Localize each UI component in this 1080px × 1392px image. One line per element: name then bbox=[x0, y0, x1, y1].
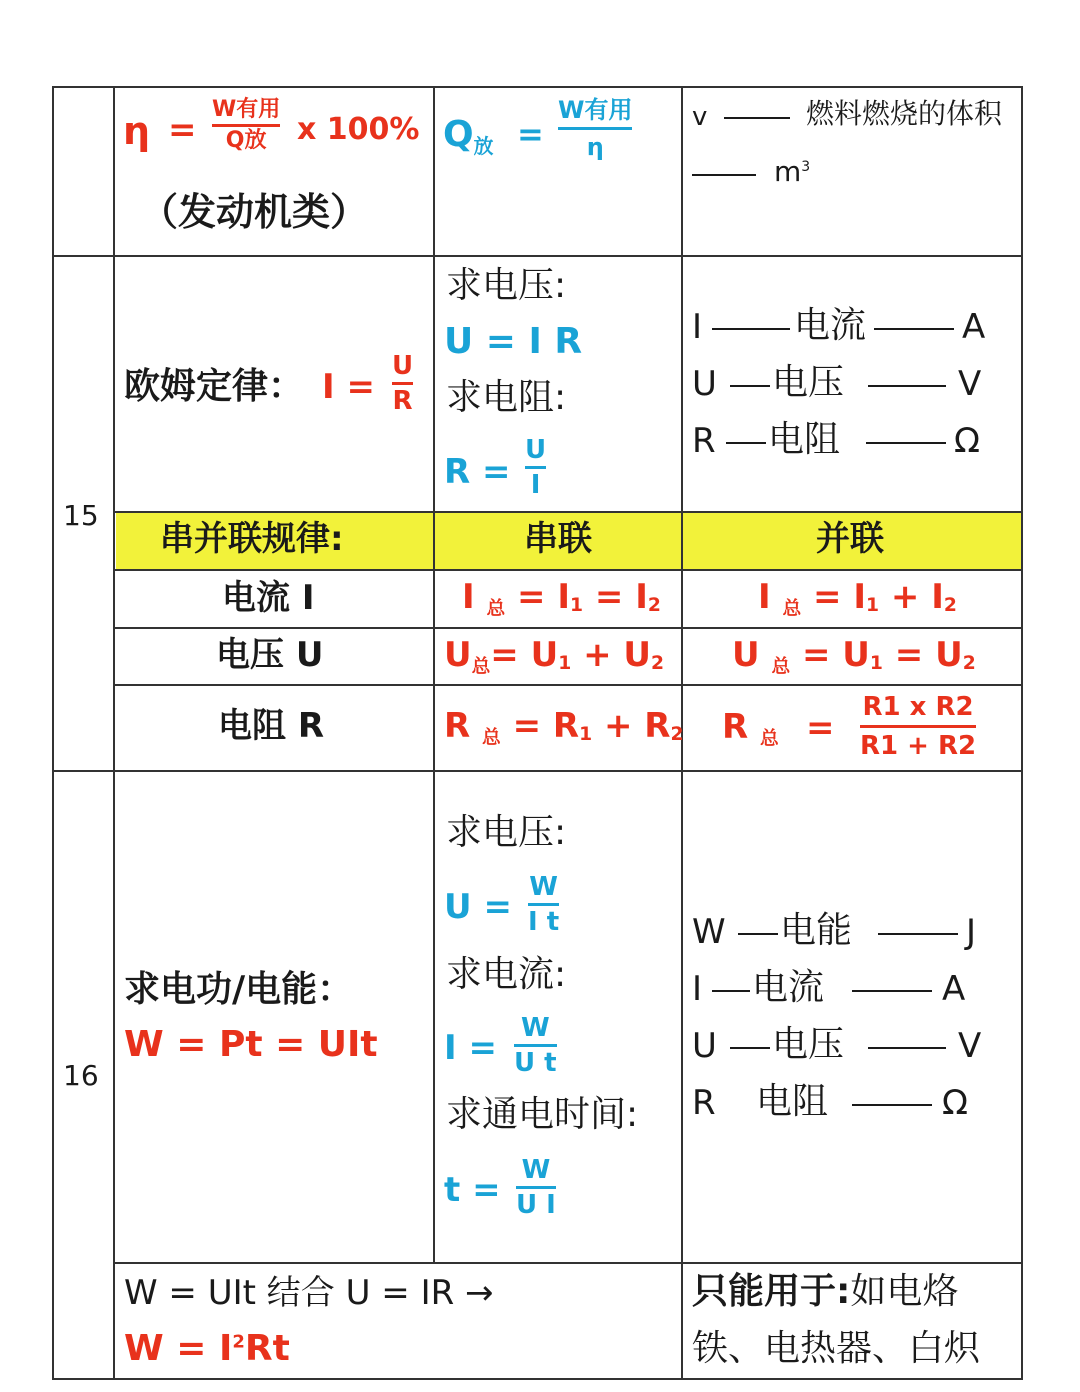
unit-dash bbox=[866, 442, 946, 444]
unit-dash bbox=[868, 1047, 946, 1049]
fraction-bar bbox=[514, 1044, 557, 1047]
voltage-denominator-16: I t bbox=[528, 907, 560, 937]
unit-sym-voltage: U bbox=[692, 364, 717, 404]
unit-name-voltage: 电压 bbox=[772, 362, 845, 403]
unit-dash bbox=[738, 933, 778, 935]
combine-text: W = UIt 结合 U = IR → bbox=[124, 1273, 494, 1313]
ohm-denominator: R bbox=[392, 386, 413, 416]
fraction-bar bbox=[528, 903, 559, 906]
voltage-numerator-16: W bbox=[529, 872, 558, 902]
unit-name-current-16: 电流 bbox=[752, 967, 825, 1008]
row-divider-15-16 bbox=[52, 770, 1023, 772]
usage-line-2: 铁、电热器、白炽 bbox=[692, 1328, 981, 1369]
parallel-resistance-numerator: R1 x R2 bbox=[862, 692, 974, 722]
parallel-resistance-denominator: R1 + R2 bbox=[860, 731, 977, 761]
parallel-voltage-formula: U 总 = $U_1 = U_2$ bbox=[732, 635, 976, 678]
fraction-bar bbox=[558, 127, 632, 130]
series-current-formula: I 总 = $I_1 = I_2$ bbox=[462, 577, 661, 620]
current-denominator-16: U t bbox=[514, 1048, 557, 1078]
unit-dash bbox=[878, 933, 958, 935]
col-divider-number bbox=[113, 86, 115, 1380]
efficiency-eta: η bbox=[123, 109, 151, 153]
usage-line-1: 只能用于:如电烙 bbox=[692, 1271, 959, 1312]
find-voltage-label: 求电压: bbox=[446, 265, 567, 306]
unit-current-16: A bbox=[942, 969, 966, 1009]
unit-v-symbol: v bbox=[692, 102, 708, 132]
unit-v-label: 燃料燃烧的体积 bbox=[806, 97, 1003, 130]
row-divider-14-15 bbox=[52, 255, 1023, 257]
unit-current: A bbox=[962, 307, 986, 347]
unit-dash bbox=[852, 1104, 932, 1106]
heat-q-symbol: Q放 bbox=[443, 114, 494, 158]
table-border-right bbox=[1021, 86, 1023, 1380]
find-current-label-16: 求电流: bbox=[446, 954, 567, 995]
ohm-law-label: 欧姆定律： bbox=[124, 366, 305, 407]
series-header: 串联 bbox=[524, 519, 592, 559]
table-border-top bbox=[52, 86, 1023, 88]
efficiency-percent: x 100% bbox=[297, 112, 420, 147]
work-label: 求电功/电能： bbox=[124, 969, 354, 1010]
unit-voltage: V bbox=[958, 364, 982, 404]
find-voltage-label-16: 求电压: bbox=[446, 812, 567, 853]
unit-energy: J bbox=[966, 912, 977, 952]
unit-dash bbox=[874, 328, 954, 330]
unit-m-cubed: $m^3$ bbox=[774, 155, 811, 188]
heat-fraction bbox=[558, 98, 632, 159]
fraction-bar bbox=[860, 725, 976, 728]
unit-name-resistance: 电阻 bbox=[768, 419, 841, 460]
ohm-law-lhs: I = bbox=[322, 367, 375, 407]
parallel-current-formula: I 总 = $I_1 + I_2$ bbox=[758, 577, 957, 620]
unit-sym-voltage-16: U bbox=[692, 1026, 717, 1066]
unit-voltage-16: V bbox=[958, 1026, 982, 1066]
table-border-bottom bbox=[52, 1378, 1023, 1380]
fraction-bar bbox=[516, 1186, 556, 1189]
efficiency-equals: = bbox=[168, 110, 197, 150]
resistance-fraction bbox=[525, 437, 546, 498]
unit-sym-resistance-16: R bbox=[692, 1083, 716, 1123]
unit-resistance-16: Ω bbox=[942, 1083, 968, 1123]
current-lhs-16: I = bbox=[444, 1028, 497, 1068]
table-border-left bbox=[52, 86, 54, 1380]
unit-name-current: 电流 bbox=[794, 305, 867, 346]
find-resistance-label: 求电阻: bbox=[446, 377, 567, 418]
find-time-label-16: 求通电时间: bbox=[446, 1094, 639, 1135]
efficiency-numerator: W有用 bbox=[212, 97, 281, 122]
voltage-fraction-16 bbox=[528, 874, 559, 935]
unit-dash bbox=[852, 990, 932, 992]
resistance-lhs: R = bbox=[444, 452, 511, 492]
unit-sym-current-16: I bbox=[692, 969, 703, 1009]
parallel-header: 并联 bbox=[816, 519, 884, 559]
row-divider-header bbox=[113, 569, 1023, 571]
unit-dash bbox=[730, 1047, 770, 1049]
ohm-law-fraction bbox=[392, 353, 413, 414]
time-fraction-16 bbox=[516, 1157, 556, 1218]
row-divider-current bbox=[113, 627, 1023, 629]
current-fraction-16 bbox=[514, 1015, 557, 1076]
unit-name-resistance-16: 电阻 bbox=[756, 1081, 829, 1122]
unit-dash bbox=[726, 442, 766, 444]
series-parallel-header: 串并联规律: bbox=[160, 519, 344, 559]
resistance-numerator: U bbox=[525, 435, 547, 465]
parallel-resistance-equals: = bbox=[806, 708, 835, 748]
unit-dash bbox=[712, 990, 750, 992]
row-number-16: 16 bbox=[63, 1059, 99, 1092]
unit-sym-current: I bbox=[692, 307, 703, 347]
unit-dash bbox=[712, 328, 790, 330]
parallel-resistance-fraction bbox=[860, 694, 976, 759]
unit-sym-energy: W bbox=[692, 912, 726, 952]
efficiency-fraction bbox=[212, 99, 280, 152]
ohm-numerator: U bbox=[392, 351, 414, 381]
unit-dash bbox=[724, 117, 790, 119]
resistance-row-label: 电阻 R bbox=[218, 706, 325, 746]
time-numerator-16: W bbox=[521, 1155, 551, 1185]
row-divider-ohm bbox=[113, 511, 1023, 513]
unit-name-voltage-16: 电压 bbox=[772, 1024, 845, 1065]
unit-sym-resistance: R bbox=[692, 421, 716, 461]
unit-dash bbox=[730, 385, 770, 387]
unit-dash bbox=[868, 385, 946, 387]
work-formula: W = Pt = UIt bbox=[124, 1024, 378, 1065]
series-voltage-formula: U总= $U_1 + U_2$ bbox=[444, 635, 665, 678]
voltage-formula: U = I R bbox=[444, 321, 583, 362]
efficiency-note: （发动机类） bbox=[140, 190, 369, 234]
row-divider-combine bbox=[113, 1262, 1023, 1264]
time-lhs-16: t = bbox=[444, 1170, 501, 1210]
combine-result: $W = I^2Rt$ bbox=[124, 1328, 290, 1369]
heat-denominator: η bbox=[586, 133, 604, 161]
current-row-label: 电流 I bbox=[222, 578, 315, 618]
time-denominator-16: U I bbox=[516, 1190, 556, 1220]
resistance-denominator: I bbox=[530, 470, 541, 500]
parallel-resistance-lhs: R 总 bbox=[722, 707, 779, 750]
fraction-bar bbox=[212, 124, 280, 127]
unit-dash bbox=[692, 174, 756, 176]
voltage-lhs-16: U = bbox=[444, 887, 512, 927]
series-resistance-formula: R 总 = $R_1 + R_2$ bbox=[444, 706, 684, 749]
row-divider-voltage bbox=[113, 684, 1023, 686]
fraction-bar bbox=[392, 382, 413, 385]
heat-numerator: W有用 bbox=[558, 96, 633, 124]
voltage-row-label: 电压 U bbox=[216, 635, 324, 675]
current-numerator-16: W bbox=[520, 1013, 550, 1043]
col-divider-1 bbox=[433, 86, 435, 1264]
efficiency-denominator: Q放 bbox=[225, 128, 267, 153]
unit-name-energy: 电能 bbox=[780, 910, 853, 951]
unit-resistance: Ω bbox=[954, 421, 980, 461]
fraction-bar bbox=[525, 466, 546, 469]
heat-equals: = bbox=[517, 115, 544, 153]
row-number-15: 15 bbox=[63, 499, 99, 532]
